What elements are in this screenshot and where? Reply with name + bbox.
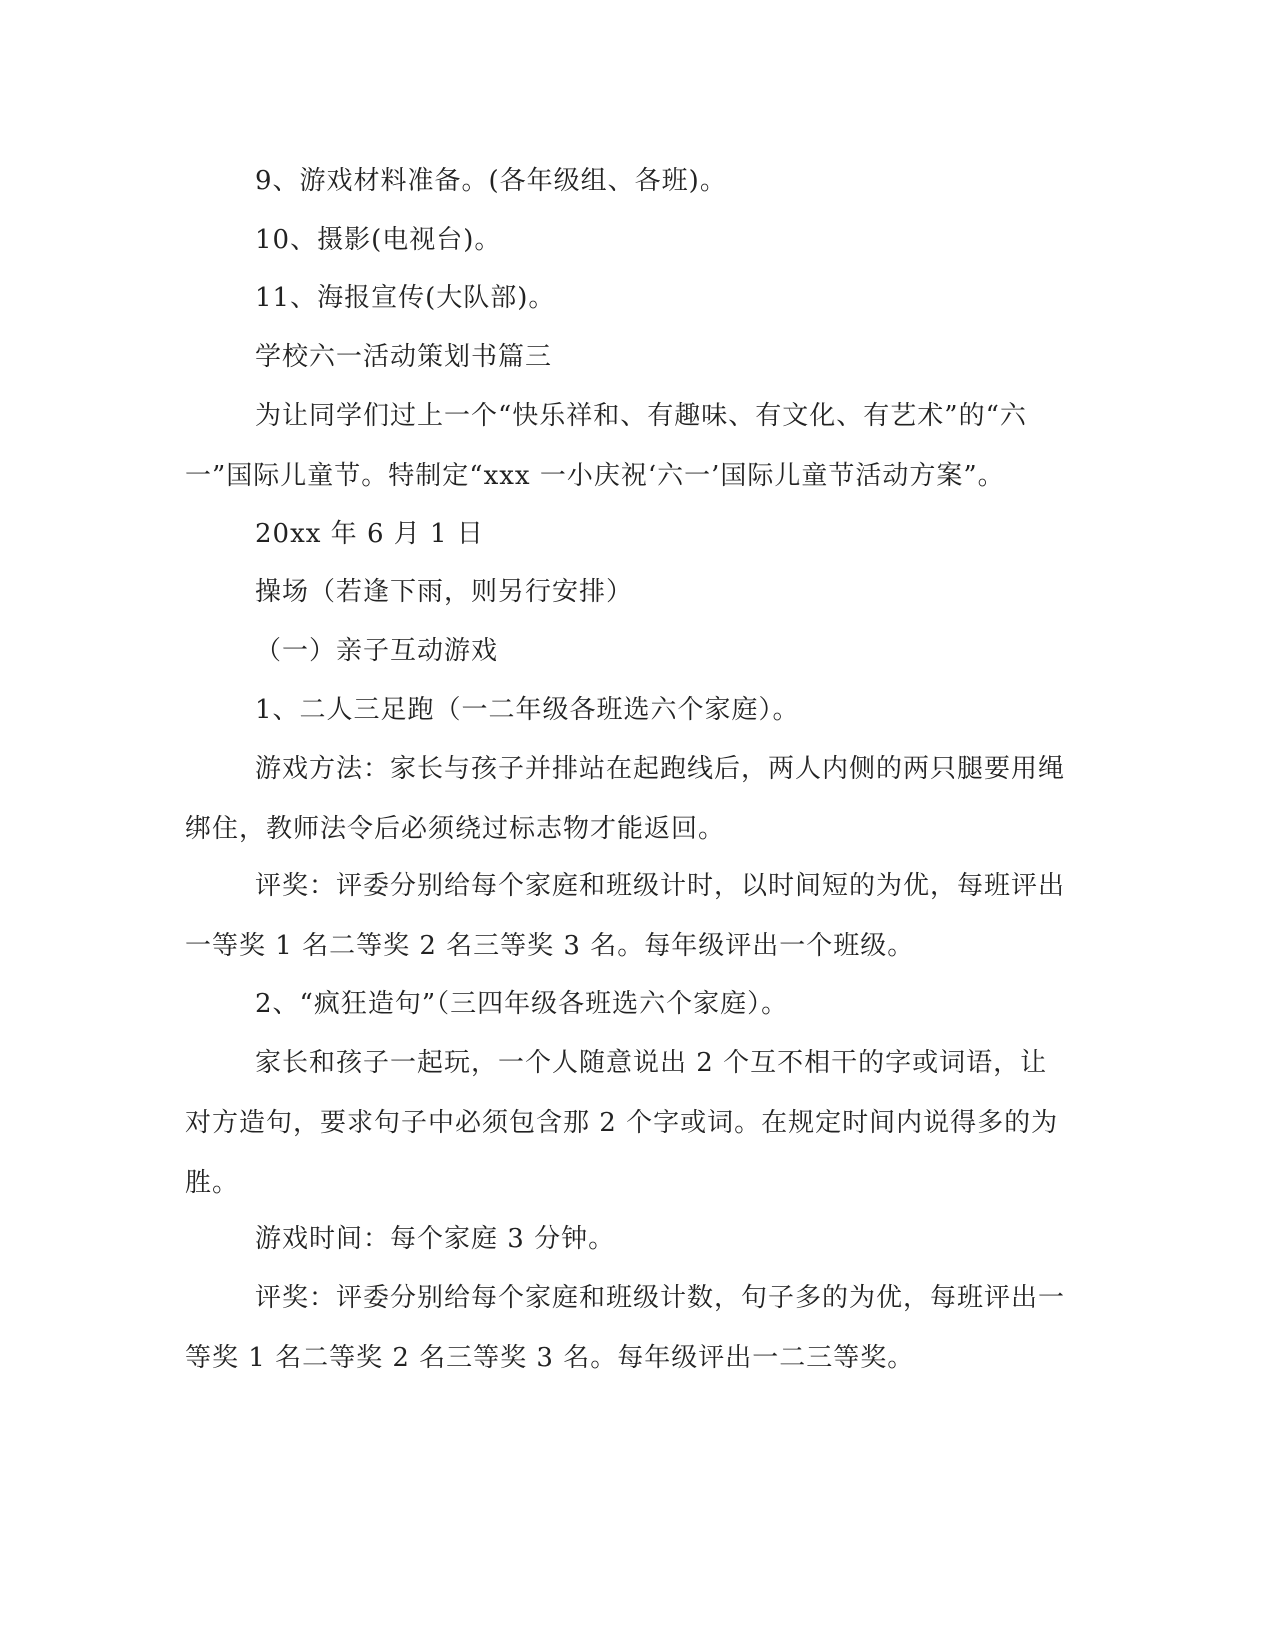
game-2-method: 家长和孩子一起玩，一个人随意说出 2 个互不相干的字或词语，让对方造句，要求句子中必须包含那 2 个字或词。在规定时间内说得多的为胜。: [185, 1048, 1059, 1198]
game-1-method: 游戏方法：家长与孩子并排站在起跑线后，两人内侧的两只腿要用绳绑住，教师法令后必须绕过标志物才能返回。: [185, 754, 1066, 844]
intro-paragraph: 为让同学们过上一个“快乐祥和、有趣味、有文化、有艺术”的“六一”国际儿童节。特制定“xxx 一小庆祝‘六一’国际儿童节活动方案”。: [185, 401, 1027, 491]
event-location: 操场（若逢下雨，则另行安排）: [255, 577, 634, 607]
paragraph-item-11: 11、海报宣传(大队部)。: [255, 283, 556, 313]
game-2-title: 2、“疯狂造句”（三四年级各班选六个家庭）。: [255, 989, 789, 1019]
game-2-time: 游戏时间：每个家庭 3 分钟。: [255, 1224, 616, 1254]
subsection-heading: （一）亲子互动游戏: [255, 636, 499, 666]
event-date: 20xx 年 6 月 1 日: [255, 519, 484, 549]
game-1-title: 1、二人三足跑（一二年级各班选六个家庭）。: [255, 695, 800, 725]
game-1-award: 评奖：评委分别给每个家庭和班级计时，以时间短的为优，每班评出一等奖 1 名二等奖 2 名三等奖 3 名。每年级评出一个班级。: [185, 871, 1066, 961]
paragraph-item-10: 10、摄影(电视台)。: [255, 225, 502, 255]
game-2-award: 评奖：评委分别给每个家庭和班级计数，句子多的为优，每班评出一等奖 1 名二等奖 2 名三等奖 3 名。每年级评出一二三等奖。: [185, 1283, 1066, 1373]
paragraph-item-9: 9、游戏材料准备。(各年级组、各班)。: [255, 166, 727, 196]
section-heading: 学校六一活动策划书篇三: [255, 342, 553, 372]
